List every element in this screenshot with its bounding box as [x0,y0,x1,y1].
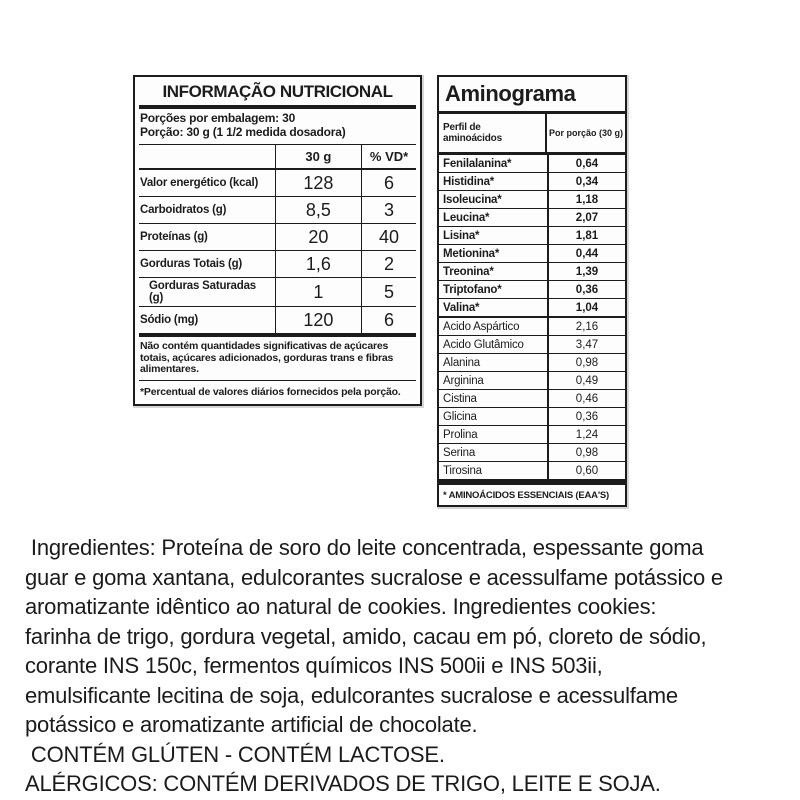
amino-acid-name: Serina [439,444,549,461]
amino-acid-value: 0,98 [575,357,599,369]
serving-size: Porção: 30 g (1 1/2 medida dosadora) [140,124,346,139]
amino-acid-value: 1,24 [575,429,599,441]
nutrient-amount: 1 [275,278,361,307]
amino-acid-name: Tirosina [439,462,549,479]
amino-acid-value: 0,98 [575,447,599,459]
amino-acid-name: Isoleucina* [439,191,549,208]
column-header-daily-value: % VD* [362,145,416,170]
aminogram-row [439,281,625,299]
amino-acid-value: 0,60 [575,465,599,477]
aminogram-header-row [439,111,625,155]
nutrition-row [139,307,416,334]
aminogram-row [439,155,625,173]
aminogram-row [439,408,625,426]
amino-acid-name: Fenilalanina* [439,155,549,172]
nutrition-header-row [139,145,416,170]
aminogram-row [439,372,625,390]
amino-acid-name: Arginina [439,372,549,389]
nutrient-daily-value: 3 [362,197,416,224]
aminogram-row [439,390,625,408]
ingredients-text-line: ALÉRGICOS: CONTÉM DERIVADOS DE TRIGO, LEITE E SOJA. [25,771,661,796]
amino-acid-name: Cistina [439,390,549,407]
nutrient-amount: 20 [275,224,361,251]
nutrition-label-image [133,75,627,507]
amino-acid-value: 0,49 [575,375,599,387]
nutrient-label: Valor energético (kcal) [139,169,275,197]
aminogram-row [439,173,625,191]
nutrient-amount: 1,6 [275,251,361,278]
aminogram-title: Aminograma [445,81,576,106]
servings-per-package: Porções por embalagem: 30 [140,111,296,125]
ingredients-text-line: aromatizante idêntico ao natural de cookies. Ingredientes cookies: [25,594,657,619]
aminogram-row [439,444,625,462]
nutrient-label: Proteínas (g) [139,224,275,251]
ingredients-text-line: emulsificante lecitina de soja, edulcorantes sucralose e acessulfame [25,682,678,708]
aminogram-panel [437,75,627,507]
daily-values-footnote: *Percentual de valores diários fornecidos pela porção. [140,385,401,398]
nutrient-daily-value: 6 [362,169,416,197]
amino-acid-name: Triptofano* [439,281,549,298]
ingredients-text-line: potássico e aromatizante artificial de chocolate. [25,712,478,737]
amino-acid-value: 0,36 [575,411,599,423]
amino-acid-value: 0,64 [575,158,599,170]
nutrition-grid [139,144,416,333]
nutrition-facts-panel [133,75,422,406]
nutrient-label: Gorduras Saturadas (g) [139,278,275,307]
nutrient-label: Sódio (mg) [140,314,199,326]
nutrient-label: Carboidratos (g) [139,197,275,224]
aminogram-row [439,426,625,444]
amino-acid-name: Valina* [439,299,549,316]
amino-acid-value: 0,36 [575,284,599,296]
amino-acid-name: Lisina* [439,227,549,244]
nutrient-amount: 120 [275,307,361,334]
ingredients-text-line: Ingredientes: Proteína de soro do leite concentrada, espessante goma [25,535,704,560]
amino-acid-name: Treonina* [439,263,549,280]
aminogram-row [439,299,625,317]
aminogram-row [439,209,625,227]
nutrient-daily-value: 40 [362,224,416,251]
amino-acid-value: 1,39 [575,266,599,278]
amino-acid-value: 1,81 [575,230,599,242]
amino-acid-name: Prolina [439,426,549,443]
amino-acid-name: Leucina* [439,209,549,226]
amino-acid-value: 1,04 [575,302,599,314]
no-significant-amounts-note: Não contém quantidades significativas de açúcares totais, açúcares adicionados, gorduras trans e fibras alimentares. [139,337,416,381]
amino-acid-name: Acido Glutâmico [439,336,549,353]
column-header-amount: 30 g [275,145,361,170]
aminogram-row [439,227,625,245]
nutrient-amount: 128 [275,169,361,197]
column-header-per-serving: Por porção (30 g) [548,128,623,138]
nutrition-row [139,278,416,307]
ingredients-text-block [25,533,795,799]
nutrition-row [139,251,416,278]
ingredients-text-line: farinha de trigo, gordura vegetal, amido, cacau em pó, cloreto de sódio, [25,623,707,649]
amino-acid-value: 1,18 [575,194,599,206]
amino-acid-name: Alanina [439,354,549,371]
amino-acid-name: Metionina* [439,245,549,262]
ingredients-text-line: guar e goma xantana, edulcorantes sucralose e acessulfame potássico e [25,564,723,590]
amino-acid-value: 2,07 [575,212,599,224]
nutrient-amount: 8,5 [275,197,361,224]
nutrition-row [139,169,416,197]
aminogram-row [439,245,625,263]
aminogram-row [439,354,625,372]
amino-acid-value: 0,34 [575,176,599,188]
amino-acid-name: Glicina [439,408,549,425]
ingredients-text-line: corante INS 150c, fermentos químicos INS 500ii e INS 503ii, [25,653,603,678]
amino-acid-value: 0,44 [575,248,599,260]
aminogram-row [439,263,625,281]
aminogram-row [439,191,625,209]
nutrient-daily-value: 6 [362,307,416,334]
serving-info [139,109,416,144]
amino-acid-value: 0,46 [575,393,599,405]
amino-acid-name: Histidina* [439,173,549,190]
column-header-amino-profile: Perfil de aminoácidos [439,114,547,152]
nutrient-label: Gorduras Totais (g) [139,251,275,278]
ingredients-text-line: CONTÉM GLÚTEN - CONTÉM LACTOSE. [25,741,445,767]
nutrient-daily-value: 2 [362,251,416,278]
amino-acid-value: 2,16 [575,321,599,333]
essential-amino-acids-footnote: * AMINOÁCIDOS ESSENCIAIS (EAA'S) [443,490,609,501]
nutrition-table-title: INFORMAÇÃO NUTRICIONAL [162,82,393,101]
amino-acid-value: 3,47 [575,339,599,351]
nutrition-row [139,224,416,251]
aminogram-rows [439,155,625,480]
amino-acid-name: Acido Aspártico [439,318,549,335]
nutrition-row [139,197,416,224]
nutrient-daily-value: 5 [362,278,416,307]
aminogram-row [439,462,625,480]
column-header-blank [139,145,275,170]
aminogram-row [439,336,625,354]
aminogram-row [439,317,625,336]
